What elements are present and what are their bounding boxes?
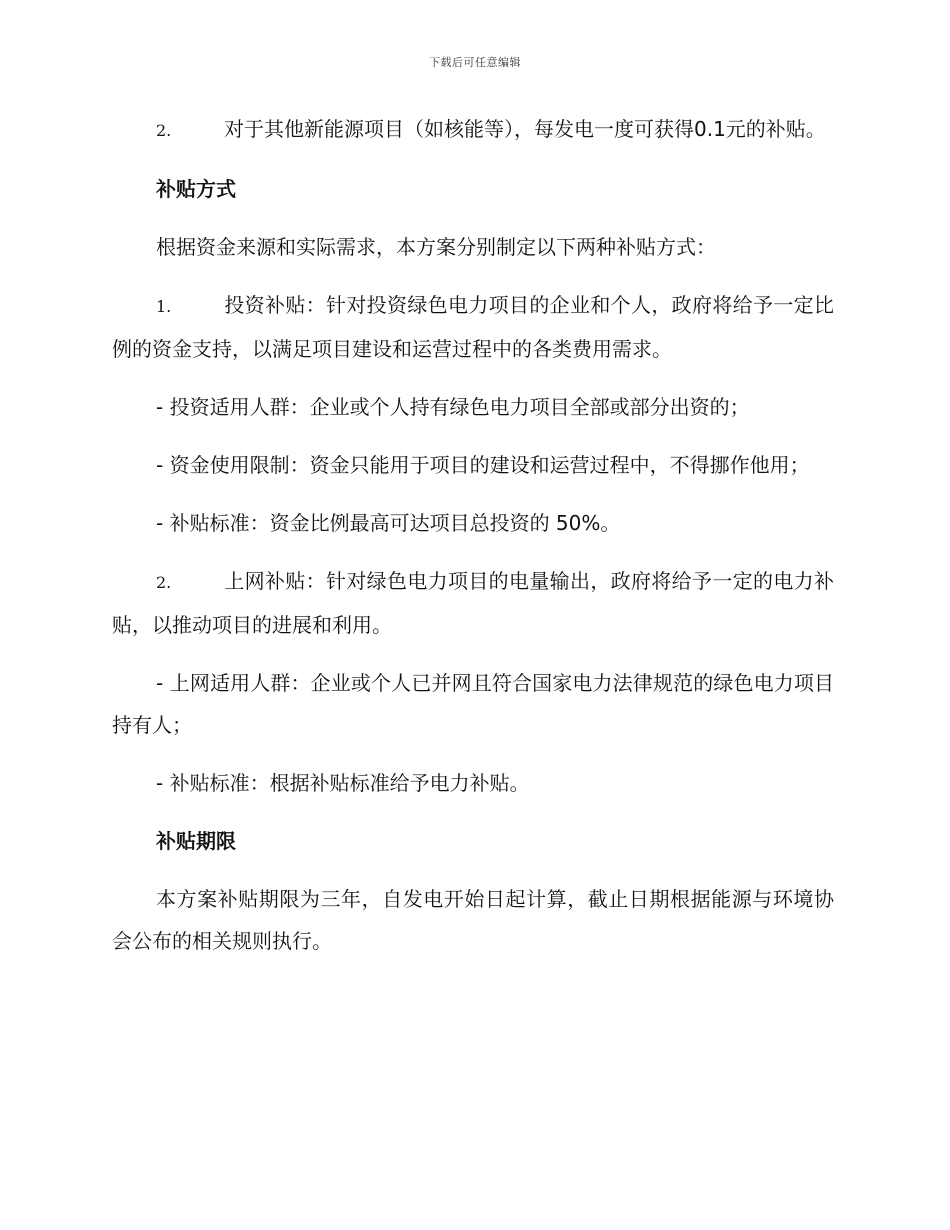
section-heading: 补贴期限 (156, 829, 236, 853)
section-heading: 补贴方式 (156, 177, 236, 201)
document-body (112, 108, 834, 978)
page-header: 下载后可任意编辑 (429, 56, 521, 69)
item-number: 2. (156, 121, 172, 140)
paragraph-text: 对于其他新能源项目（如核能等），每发电一度可获得0.1元的补贴。 (224, 117, 826, 141)
paragraph-text: 投资补贴：针对投资绿色电力项目的企业和个人，政府将给予一定比例的资金支持，以满足项目建设和运营过程中的各类费用需求。 (112, 293, 834, 361)
paragraph: 根据资金来源和实际需求，本方案分别制定以下两种补贴方式： (156, 235, 716, 259)
bullet-paragraph: - 资金使用限制：资金只能用于项目的建设和运营过程中，不得挪作他用； (156, 453, 810, 477)
bullet-paragraph: - 补贴标准：资金比例最高可达项目总投资的 50%。 (156, 511, 621, 535)
numbered-paragraph (112, 108, 834, 152)
bullet-paragraph: - 上网适用人群：企业或个人已并网且符合国家电力法律规范的绿色电力项目持有人； (112, 671, 834, 737)
item-number: 1. (156, 297, 172, 316)
paragraph: 本方案补贴期限为三年，自发电开始日起计算，截止日期根据能源与环境协会公布的相关规则执行。 (112, 887, 834, 953)
bullet-paragraph: - 补贴标准：根据补贴标准给予电力补贴。 (156, 771, 530, 795)
item-number: 2. (156, 573, 172, 592)
paragraph-text: 上网补贴：针对绿色电力项目的电量输出，政府将给予一定的电力补贴，以推动项目的进展和利用。 (112, 569, 834, 637)
numbered-paragraph (112, 560, 834, 646)
numbered-paragraph (112, 284, 834, 370)
bullet-paragraph: - 投资适用人群：企业或个人持有绿色电力项目全部或部分出资的； (156, 395, 750, 419)
